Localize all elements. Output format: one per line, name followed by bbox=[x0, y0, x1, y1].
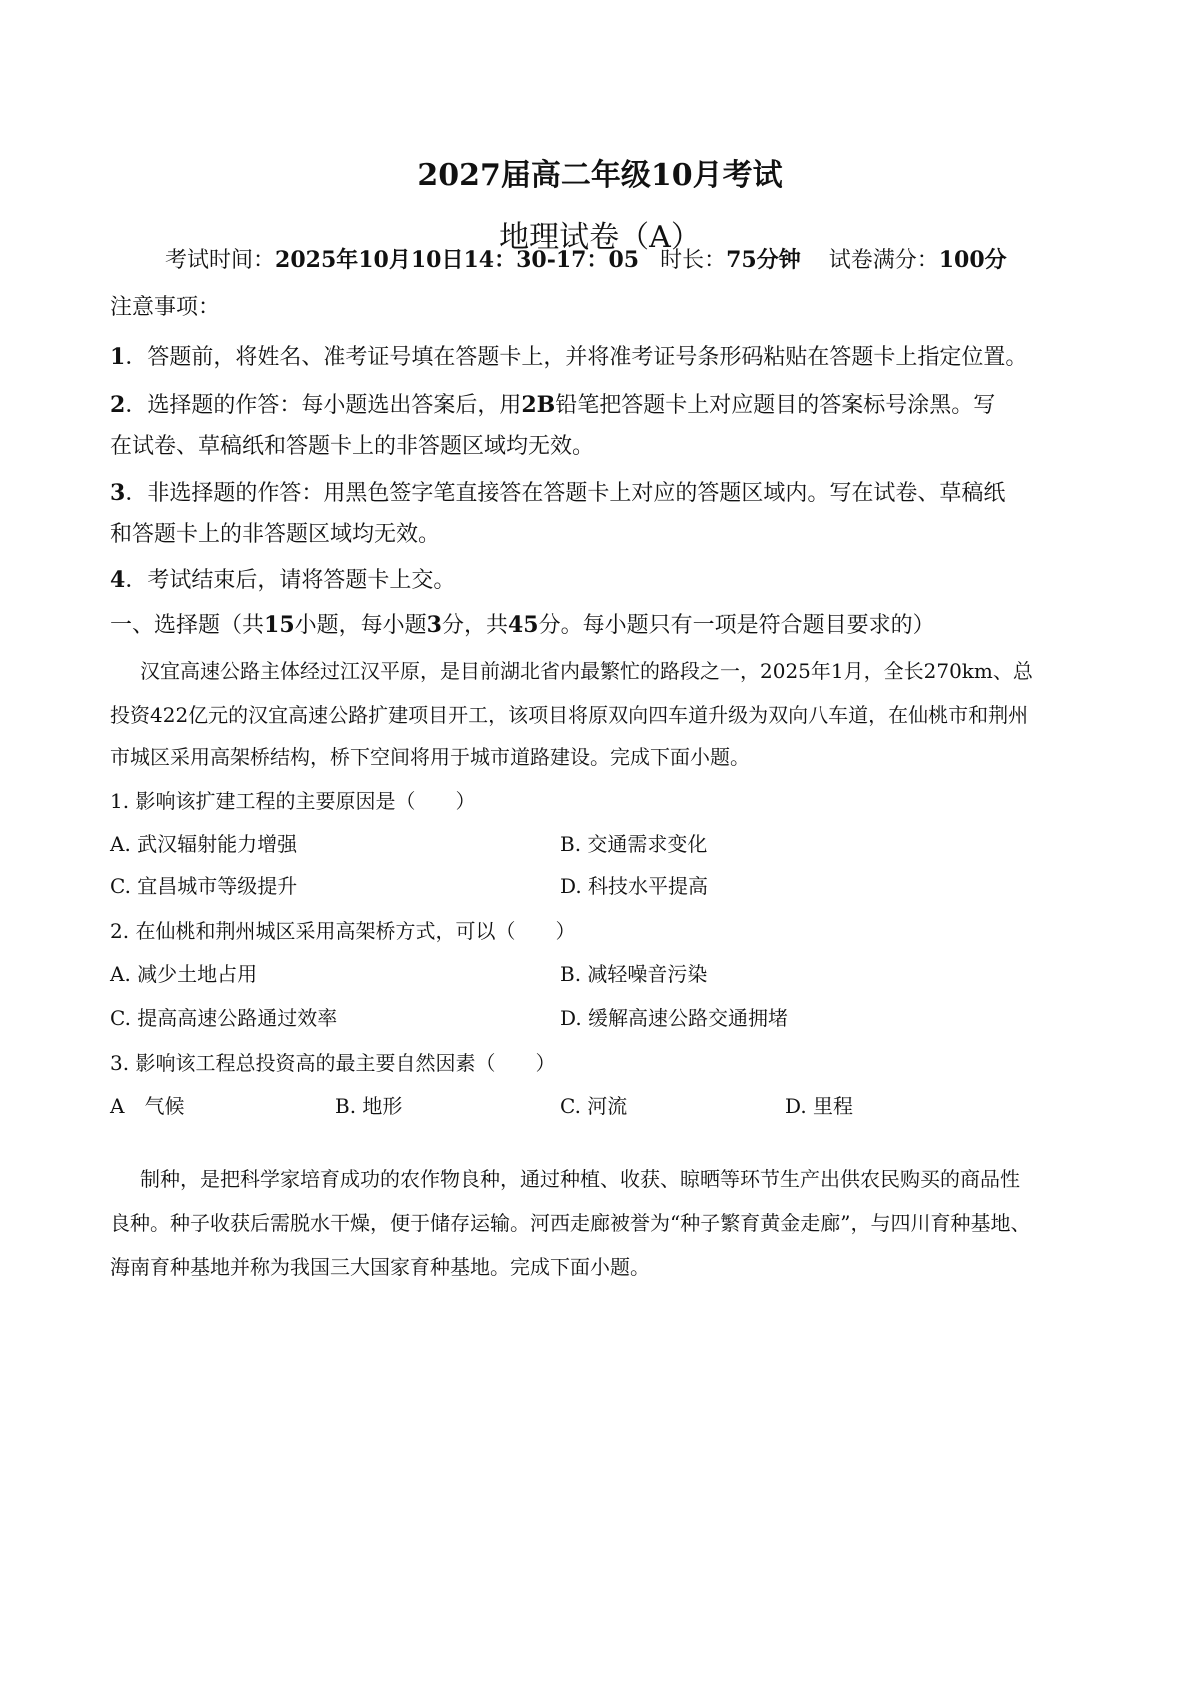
exam-info bbox=[165, 245, 1007, 276]
note-text: ．考试结束后，请将答题卡上交。 bbox=[125, 568, 456, 593]
section-heading-text: 分，共 bbox=[441, 613, 508, 638]
note-number: 1 bbox=[110, 344, 126, 370]
section-heading-text: 一、选择题（共 bbox=[110, 613, 265, 638]
note-text: ．选择题的作答：每小题选出答案后，用 bbox=[125, 393, 522, 418]
option-d[interactable]: D. 里程 bbox=[785, 1094, 854, 1118]
note-text: ．答题前，将姓名、准考证号填在答题卡上，并将准考证号条形码粘贴在答题卡上指定位置。 bbox=[125, 345, 1028, 370]
option-c[interactable]: C. 提高高速公路通过效率 bbox=[110, 1006, 338, 1030]
option-b[interactable]: B. 减轻噪音污染 bbox=[560, 962, 708, 986]
points-total: 45 bbox=[507, 612, 539, 638]
passage-1-line: 汉宜高速公路主体经过江汉平原，是目前湖北省内最繁忙的路段之一，2025年1月，全长270km、总 bbox=[140, 659, 1033, 683]
score-value: 100分 bbox=[938, 247, 1007, 273]
note-number: 3 bbox=[110, 480, 126, 506]
passage-2-line: 制种，是把科学家培育成功的农作物良种，通过种植、收获、晾晒等环节生产出供农民购买的商品性 bbox=[140, 1167, 1020, 1191]
option-a[interactable]: A. 减少土地占用 bbox=[110, 962, 258, 986]
pencil-grade: 2B bbox=[521, 392, 556, 418]
note-item-4 bbox=[110, 565, 455, 596]
duration-value: 75分钟 bbox=[726, 247, 801, 273]
section-heading-text: 小题，每小题 bbox=[294, 613, 427, 638]
note-number: 2 bbox=[110, 392, 126, 418]
note-item-2-cont: 在试卷、草稿纸和答题卡上的非答题区域均无效。 bbox=[110, 434, 595, 459]
note-item-3-cont: 和答题卡上的非答题区域均无效。 bbox=[110, 522, 441, 547]
note-number: 4 bbox=[110, 567, 126, 593]
page-subtitle: 地理试卷（A） bbox=[499, 220, 701, 255]
option-a[interactable]: A 气候 bbox=[110, 1094, 185, 1118]
duration-label: 时长： bbox=[660, 248, 727, 273]
notes-heading: 注意事项： bbox=[110, 295, 221, 320]
question-stem: 2. 在仙桃和荆州城区采用高架桥方式，可以（ ） bbox=[110, 919, 576, 943]
time-value: 2025年10月10日14：30-17：05 bbox=[275, 247, 640, 273]
note-text: 铅笔把答题卡上对应题目的答案标号涂黑。写 bbox=[555, 393, 996, 418]
option-d[interactable]: D. 科技水平提高 bbox=[560, 874, 709, 898]
passage-1-line: 投资422亿元的汉宜高速公路扩建项目开工，该项目将原双向四车道升级为双向八车道，在仙桃市和荆州 bbox=[110, 703, 1029, 727]
option-b[interactable]: B. 交通需求变化 bbox=[560, 832, 708, 856]
note-item-2 bbox=[110, 390, 995, 421]
option-a[interactable]: A. 武汉辐射能力增强 bbox=[110, 832, 298, 856]
section-heading-text: 分。每小题只有一项是符合题目要求的） bbox=[538, 613, 935, 638]
time-label: 考试时间： bbox=[165, 248, 276, 273]
option-d[interactable]: D. 缓解高速公路交通拥堵 bbox=[560, 1006, 789, 1030]
passage-2-line: 良种。种子收获后需脱水干燥，便于储存运输。河西走廊被誉为“种子繁育黄金走廊”，与四川育种基地、 bbox=[110, 1211, 1031, 1235]
question-count: 15 bbox=[264, 612, 295, 638]
option-c[interactable]: C. 河流 bbox=[560, 1094, 628, 1118]
option-c[interactable]: C. 宜昌城市等级提升 bbox=[110, 874, 298, 898]
passage-1-line: 市城区采用高架桥结构，桥下空间将用于城市道路建设。完成下面小题。 bbox=[110, 745, 750, 769]
option-b[interactable]: B. 地形 bbox=[335, 1094, 403, 1118]
score-label: 试卷满分： bbox=[828, 248, 939, 273]
points-each: 3 bbox=[426, 612, 442, 638]
page-title: 2027届高二年级10月考试 bbox=[417, 158, 783, 193]
passage-2-line: 海南育种基地并称为我国三大国家育种基地。完成下面小题。 bbox=[110, 1255, 650, 1279]
note-item-3 bbox=[110, 478, 1005, 509]
note-item-1 bbox=[110, 342, 1027, 373]
note-text: ．非选择题的作答：用黑色签字笔直接答在答题卡上对应的答题区域内。写在试卷、草稿纸 bbox=[125, 481, 1006, 506]
question-stem: 1. 影响该扩建工程的主要原因是（ ） bbox=[110, 789, 476, 813]
question-stem: 3. 影响该工程总投资高的最主要自然因素（ ） bbox=[110, 1051, 556, 1075]
section-heading bbox=[110, 610, 935, 641]
